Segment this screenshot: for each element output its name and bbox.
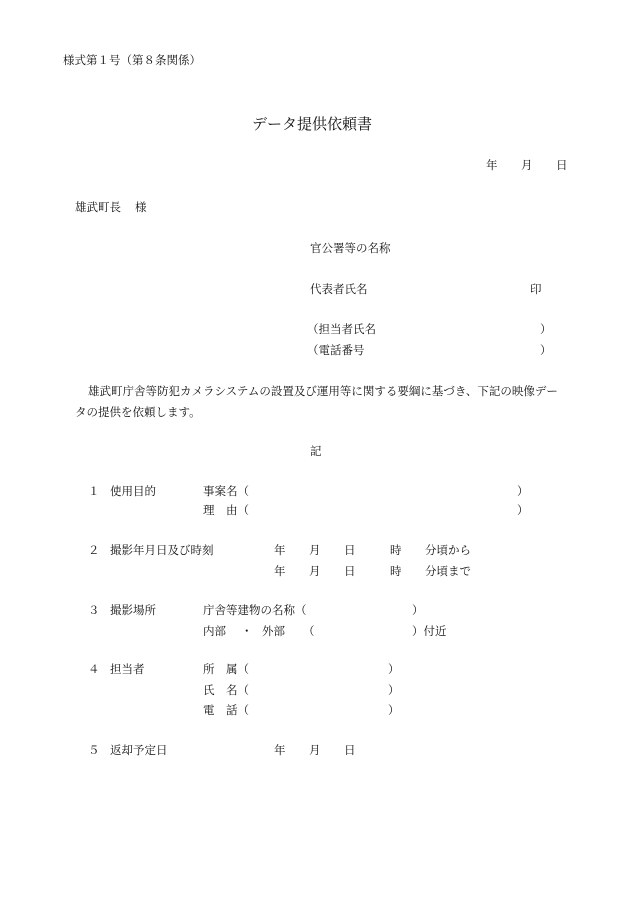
form-number: 様式第１号（第８条関係） [63,53,201,67]
affiliation-close: ） [388,662,400,676]
date-year-label: 年 [486,158,498,172]
to-year-label: 年 [274,564,286,578]
item-label: 撮影場所 [110,603,156,617]
from-day-label: 日 [344,543,356,557]
case-name-label: 事案名（ [203,484,249,498]
case-name-close: ） [517,484,529,498]
outside-option: 外部 [262,624,285,638]
reason-close: ） [517,503,529,517]
date-day-label: 日 [556,158,568,172]
date-month-label: 月 [521,158,533,172]
return-day-label: 日 [344,743,356,757]
to-day-label: 日 [344,564,356,578]
separator-dot: ・ [241,624,253,638]
to-hour-label: 時 [390,564,402,578]
office-name-label: 官公署等の名称 [310,241,391,255]
body-line-1: 雄武町庁舎等防犯カメラシステムの設置及び運用等に関する要綱に基づき、下記の映像デー [88,384,558,398]
addressee-name: 雄武町長 [75,200,121,214]
contact-person-close: ） [540,322,552,336]
item-label: 返却予定日 [110,743,168,757]
from-year-label: 年 [274,543,286,557]
addressee-honorific: 様 [135,200,147,214]
item-number: ２ [88,543,100,557]
ki-heading: 記 [310,444,322,458]
item-label: 撮影年月日及び時刻 [110,543,214,557]
vicinity-open: （ [303,624,315,638]
from-month-label: 月 [309,543,321,557]
building-name-label: 庁舎等建物の名称（ [203,603,307,617]
person-name-label: 氏 名（ [203,683,249,697]
inside-option: 内部 [203,624,226,638]
person-phone-close: ） [388,703,400,717]
item-number: １ [88,484,100,498]
phone-close: ） [540,343,552,357]
to-minute-label: 分頃まで [425,564,471,578]
item-label: 使用目的 [110,484,156,498]
item-number: ４ [88,662,100,676]
item-number: ５ [88,743,100,757]
person-name-close: ） [388,683,400,697]
from-hour-label: 時 [390,543,402,557]
reason-label: 理 由（ [203,503,249,517]
from-minute-label: 分頃から [425,543,471,557]
vicinity-close: ）付近 [412,624,447,638]
representative-label: 代表者氏名 [310,282,368,296]
building-name-close: ） [412,603,424,617]
return-month-label: 月 [309,743,321,757]
phone-label: （電話番号 [307,343,365,357]
body-line-2: タの提供を依頼します。 [75,405,201,419]
seal-mark: 印 [530,282,542,296]
to-month-label: 月 [309,564,321,578]
item-number: ３ [88,603,100,617]
document-title: データ提供依頼書 [252,115,373,133]
item-label: 担当者 [110,662,145,676]
person-phone-label: 電 話（ [203,703,249,717]
return-year-label: 年 [274,743,286,757]
affiliation-label: 所 属（ [203,662,249,676]
contact-person-label: （担当者氏名 [307,322,376,336]
